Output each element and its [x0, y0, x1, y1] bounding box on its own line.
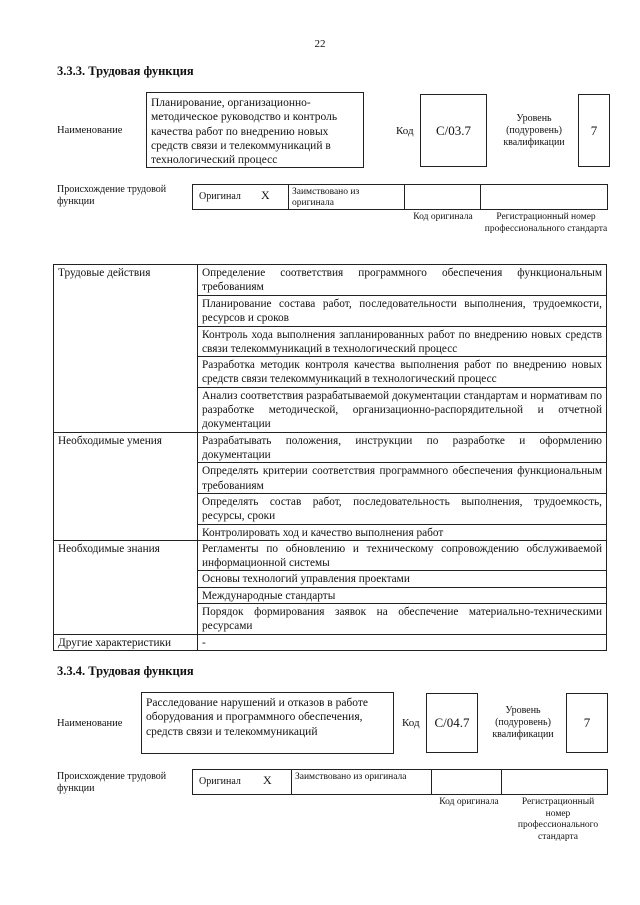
skills-label: Необходимые умения	[54, 432, 198, 540]
original-label: Оригинал	[199, 191, 241, 202]
labor-action-item: Анализ соответствия разрабатываемой документации стандартам и нормативам по разработке методической, организационно-распорядительной и отчетной документации	[198, 387, 607, 432]
other-label: Другие характеристики	[54, 634, 198, 650]
table-row	[54, 265, 607, 296]
level-box	[578, 94, 610, 167]
table-row	[54, 540, 607, 571]
skill-item: Определять состав работ, последовательность выполнения, трудоемкость, ресурсы, сроки	[198, 493, 607, 524]
labor-actions-label: Трудовые действия	[54, 265, 198, 433]
level-value: 7	[583, 715, 591, 730]
reg-number-label: Регистрационный номер профессионального стандарта	[484, 212, 608, 234]
code-value: C/04.7	[434, 715, 470, 730]
other-value: -	[198, 634, 607, 650]
function-name: Планирование, организационно-методическое руководство и контроль качества работ по внедрению новых средств связи и телекоммуникаций в технологический процесс	[151, 97, 338, 167]
section-title: 3.3.3. Трудовая функция	[57, 64, 194, 78]
origin-label: Происхождение трудовой функции	[57, 771, 167, 794]
origin-table	[192, 184, 608, 210]
page-number: 22	[314, 38, 326, 50]
function-name-box	[141, 692, 394, 754]
name-label: Наименование	[57, 125, 123, 136]
knowledge-item: Порядок формирования заявок на обеспечение материально-техническими ресурсами	[198, 604, 607, 635]
name-label: Наименование	[57, 718, 123, 729]
code-original-label: Код оригинала	[439, 797, 499, 807]
knowledge-label: Необходимые знания	[54, 540, 198, 634]
function-details-table	[53, 264, 607, 651]
reg-number-label: Регистрационный номер профессионального стандарта	[517, 797, 599, 842]
knowledge-item: Международные стандарты	[198, 587, 607, 603]
level-label: Уровень (подуровень) квалификации	[503, 113, 565, 148]
labor-action-item: Планирование состава работ, последовательности выполнения, трудоемкости, ресурсов и сроков	[198, 296, 607, 327]
level-label: Уровень (подуровень) квалификации	[492, 705, 554, 740]
knowledge-item: Регламенты по обновлению и техническому сопровождению обслуживаемой информационной системы	[198, 540, 607, 571]
code-value: C/03.7	[435, 122, 472, 138]
code-label: Код	[396, 125, 414, 137]
labor-action-item: Разработка методик контроля качества выполнения работ по внедрению новых средств связи телекоммуникаций в технологический процесс	[198, 357, 607, 388]
labor-action-item: Определение соответствия программного обеспечения функциональным требованиям	[198, 265, 607, 296]
table-row	[54, 432, 607, 463]
code-original-label: Код оригинала	[413, 212, 473, 222]
knowledge-item: Основы технологий управления проектами	[198, 571, 607, 587]
origin-table	[192, 769, 608, 795]
table-row	[54, 634, 607, 650]
original-mark: X	[263, 773, 272, 787]
function-name-box	[146, 92, 364, 168]
function-name: Расследование нарушений и отказов в работе оборудования и программного обеспечения, средств связи и телекоммуникаций	[146, 697, 369, 738]
level-value: 7	[590, 122, 598, 138]
original-mark: X	[261, 188, 270, 202]
skill-item: Контролировать ход и качество выполнения работ	[198, 524, 607, 540]
borrowed-label: Заимствовано из оригинала	[295, 772, 407, 782]
labor-action-item: Контроль хода выполнения запланированных работ по внедрению новых средств связи телекоммуникаций в технологический процесс	[198, 326, 607, 357]
code-box	[426, 693, 478, 753]
section-title: 3.3.4. Трудовая функция	[57, 664, 194, 678]
skill-item: Определять критерии соответствия программного обеспечения функциональным требованиям	[198, 463, 607, 494]
code-box	[420, 94, 487, 167]
original-label: Оригинал	[199, 776, 241, 787]
skill-item: Разрабатывать положения, инструкции по разработке и оформлению документации	[198, 432, 607, 463]
origin-label: Происхождение трудовой функции	[57, 184, 167, 207]
code-label: Код	[402, 717, 420, 729]
level-box	[566, 693, 608, 753]
borrowed-label: Заимствовано из оригинала	[292, 187, 360, 208]
